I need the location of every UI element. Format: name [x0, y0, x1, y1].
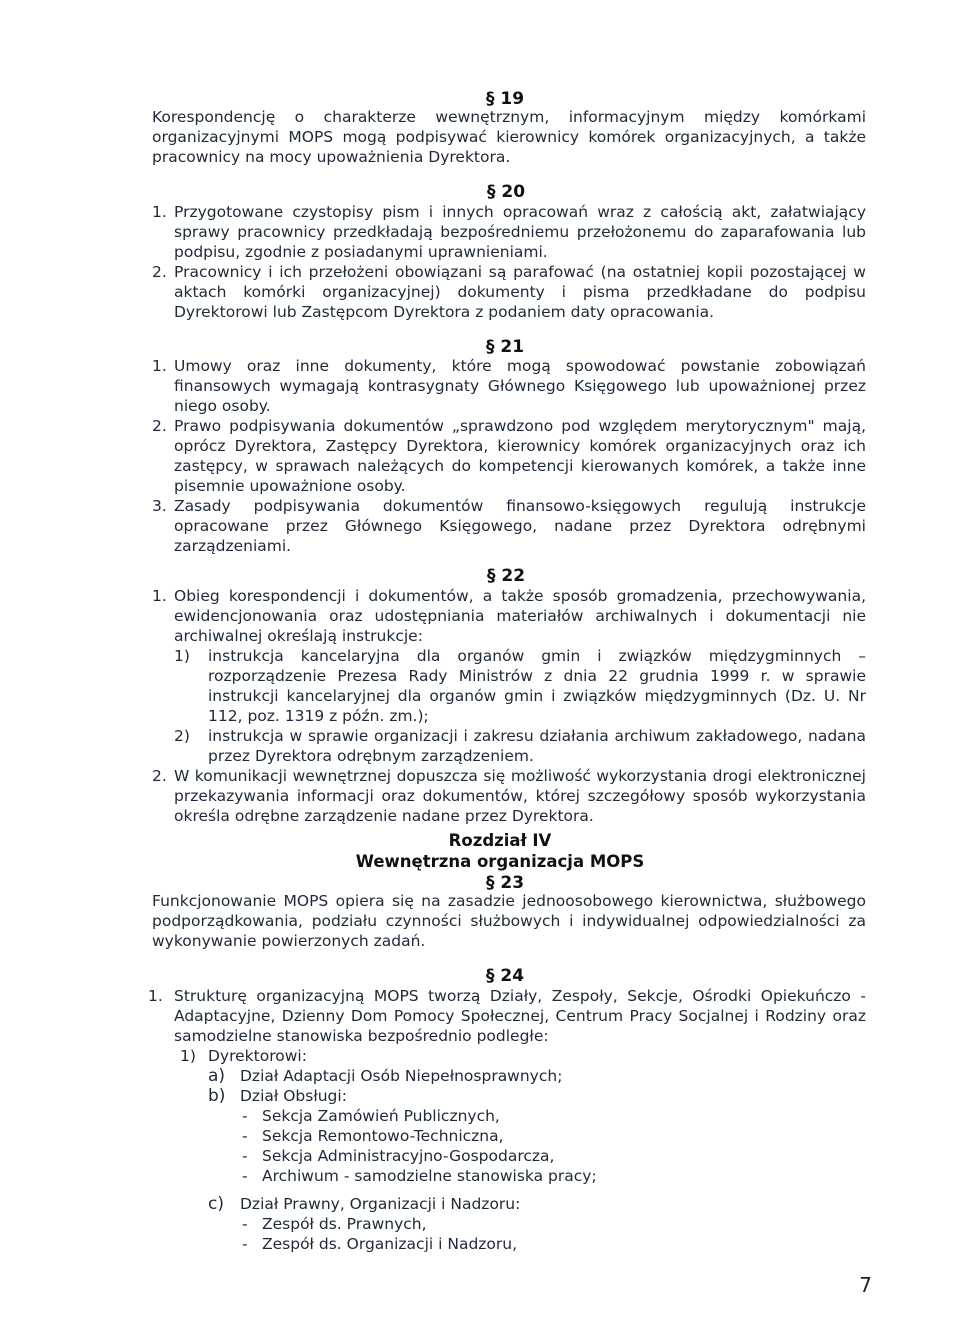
item-text: Sekcja Remontowo-Techniczna,	[262, 1127, 504, 1145]
item-text: Archiwum - samodzielne stanowiska pracy;	[262, 1167, 597, 1185]
dash-bullet: -	[242, 1107, 248, 1125]
list-item	[148, 986, 866, 1046]
dash-item	[148, 1146, 866, 1166]
dash-bullet: -	[242, 1127, 248, 1145]
item-number: 1.	[152, 587, 167, 605]
item-number: 2.	[152, 767, 167, 785]
item-number: 3.	[152, 497, 167, 515]
list-item	[152, 202, 866, 262]
item-text: Dział Adaptacji Osób Niepełnosprawnych;	[240, 1067, 563, 1085]
item-text: Zespół ds. Organizacji i Nadzoru,	[262, 1235, 518, 1253]
sub-sub-item	[148, 1086, 866, 1106]
sub-list-item	[152, 726, 866, 766]
item-number: 1.	[148, 987, 163, 1005]
dash-item	[148, 1126, 866, 1146]
list-item	[152, 586, 866, 646]
page-number: 7	[859, 1273, 872, 1297]
item-text: Zasady podpisywania dokumentów finansowo-księgowych regulują instrukcje opracowane przez Głównego Księgowego, nadane przez Dyrektora odrębnymi zarządzeniami.	[174, 497, 866, 555]
sub-sub-item	[148, 1066, 866, 1086]
item-text: Dział Obsługi:	[240, 1087, 347, 1105]
item-number: 1)	[180, 1047, 196, 1065]
list-item	[152, 766, 866, 826]
section-24-list	[148, 986, 866, 1254]
item-text: Obieg korespondencji i dokumentów, a także sposób gromadzenia, przechowywania, ewidencjonowania oraz udostępniania materiałów archiwalnych i dokumentacji nie archiwalnej określają instrukcje:	[174, 587, 866, 645]
item-text: instrukcja kancelaryjna dla organów gmin i związków międzygminnych – rozporządzenie Prezesa Rady Ministrów z dnia 22 grudnia 1999 r. w sprawie instrukcji kancelaryjnej dla organów gmin i związków międzygminnych (Dz. U. Nr 112, poz. 1319 z późn. zm.);	[208, 647, 866, 725]
section-19-title: § 19	[485, 89, 525, 109]
dash-item	[148, 1234, 866, 1254]
item-number: 2.	[152, 263, 167, 281]
dash-bullet: -	[242, 1235, 248, 1253]
section-24-title: § 24	[485, 966, 525, 986]
section-21-title: § 21	[485, 337, 525, 357]
list-item	[152, 416, 866, 496]
section-20-list	[152, 202, 866, 322]
chapter-title: Rozdział IV	[448, 831, 552, 850]
item-number: 1)	[174, 647, 190, 665]
section-23-title: § 23	[485, 873, 525, 893]
section-23-text: Funkcjonowanie MOPS opiera się na zasadzie jednoosobowego kierownictwa, służbowego podporządkowania, podziału czynności służbowych i indywidualnej odpowiedzialności za wykonywanie powierzonych zadań.	[152, 892, 866, 950]
chapter-heading	[0, 830, 960, 872]
sub-list-item	[152, 646, 866, 726]
chapter-subtitle: Wewnętrzna organizacja MOPS	[355, 852, 645, 871]
sub-sub-item	[148, 1194, 866, 1214]
dash-bullet: -	[242, 1167, 248, 1185]
item-text: Sekcja Zamówień Publicznych,	[262, 1107, 500, 1125]
item-number: 1.	[152, 357, 167, 375]
item-number: 2)	[174, 727, 190, 745]
item-text: Przygotowane czystopisy pism i innych opracowań wraz z całością akt, załatwiający sprawy pracownicy przedkładają bezpośredniemu przełożonemu do zaparafowania lub podpisu, zgodnie z posiadanymi uprawnieniami.	[174, 203, 866, 261]
list-item	[152, 496, 866, 556]
item-letter: a)	[208, 1066, 226, 1086]
dash-bullet: -	[242, 1215, 248, 1233]
item-letter: c)	[208, 1194, 224, 1214]
section-21-list	[152, 356, 866, 556]
item-text: Sekcja Administracyjno-Gospodarcza,	[262, 1147, 555, 1165]
item-text: Umowy oraz inne dokumenty, które mogą spowodować powstanie zobowiązań finansowych wymagają kontrasygnaty Głównego Księgowego lub upoważnionej przez niego osoby.	[174, 357, 866, 415]
section-19-text: Korespondencję o charakterze wewnętrznym, informacyjnym między komórkami organizacyjnymi MOPS mogą podpisywać kierownicy komórek organizacyjnych, a także pracownicy na mocy upoważnienia Dyrektora.	[152, 108, 866, 166]
dash-item	[148, 1106, 866, 1126]
item-text: instrukcja w sprawie organizacji i zakresu działania archiwum zakładowego, nadana przez Dyrektora odrębnym zarządzeniem.	[208, 727, 866, 765]
list-item	[152, 356, 866, 416]
item-text: Pracownicy i ich przełożeni obowiązani są parafować (na ostatniej kopii pozostającej w aktach komórki organizacyjnej) dokumenty i pisma przedkładane do podpisu Dyrektorowi lub Zastępcom Dyrektora z podaniem daty opracowania.	[174, 263, 866, 321]
list-item	[152, 262, 866, 322]
item-text: Zespół ds. Prawnych,	[262, 1215, 427, 1233]
item-letter: b)	[208, 1086, 226, 1106]
item-text: Prawo podpisywania dokumentów „sprawdzono pod względem merytorycznym" mają, oprócz Dyrektora, Zastępcy Dyrektora, kierownicy komórek organizacyjnych oraz ich zastępcy, w sprawach należących do kompetencji kierowanych komórek, a także inne pisemnie upoważnione osoby.	[174, 417, 866, 495]
item-number: 2.	[152, 417, 167, 435]
dash-item	[148, 1166, 866, 1186]
item-text: Strukturę organizacyjną MOPS tworzą Działy, Zespoły, Sekcje, Ośrodki Opiekuńczo - Adaptacyjne, Dzienny Dom Pomocy Społecznej, Centrum Pracy Socjalnej i Rodziny oraz samodzielne stanowiska bezpośrednio podległe:	[174, 987, 866, 1045]
sub-list-item	[148, 1046, 866, 1066]
item-number: 1.	[152, 203, 167, 221]
item-text: Dyrektorowi:	[208, 1047, 307, 1065]
section-22-list	[152, 586, 866, 826]
dash-item	[148, 1214, 866, 1234]
item-text: Dział Prawny, Organizacji i Nadzoru:	[240, 1195, 521, 1213]
dash-bullet: -	[242, 1147, 248, 1165]
item-text: W komunikacji wewnętrznej dopuszcza się możliwość wykorzystania drogi elektronicznej przekazywania informacji oraz dokumentów, której szczegółowy sposób wykorzystania określa odrębne zarządzenie nadane przez Dyrektora.	[174, 767, 866, 825]
section-22-title: § 22	[486, 566, 526, 586]
section-20-title: § 20	[486, 182, 526, 202]
